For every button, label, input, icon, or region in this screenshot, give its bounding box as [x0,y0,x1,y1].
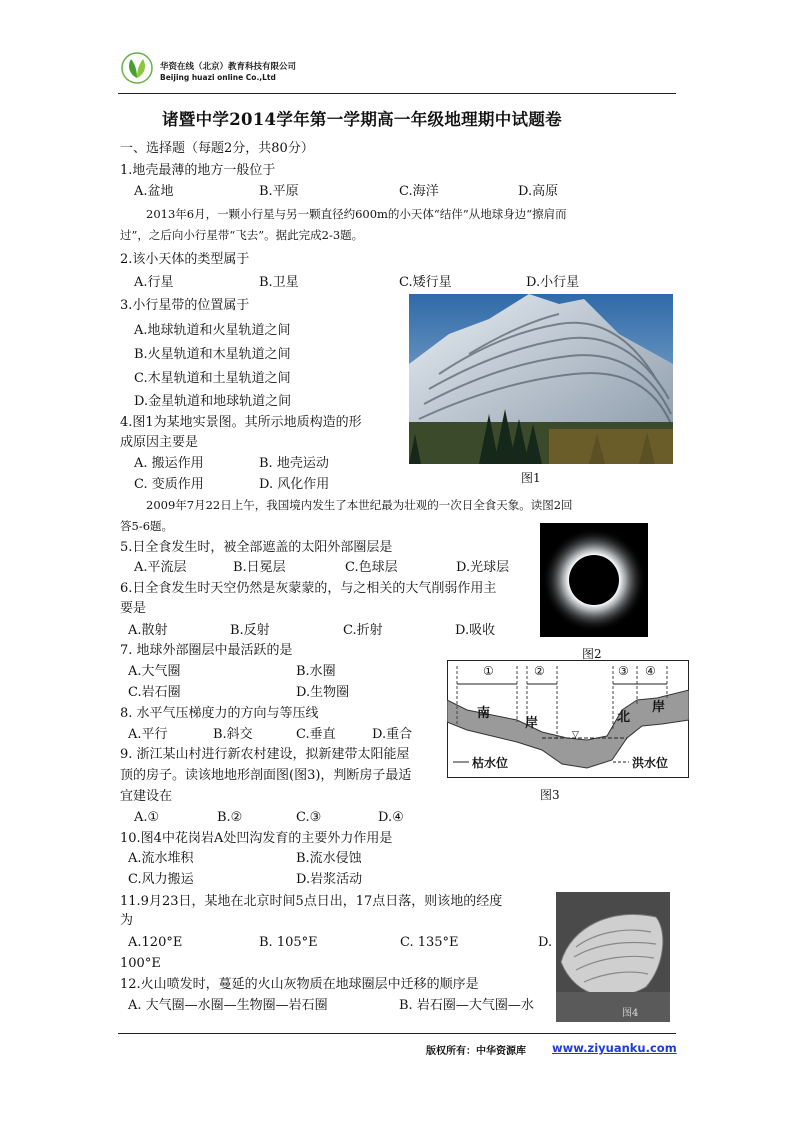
question-11-line1: 11.9月23日，某地在北京时间5点日出，17点日落，则该地的经度 [120,894,503,909]
header-rule [118,93,676,94]
question-2-option-c: C.矮行星 [399,275,452,290]
question-7-option-b: B.水圈 [296,664,336,679]
question-12-option-b: B. 岩石圈—大气圈—水 [399,998,534,1013]
question-4-line1: 4.图1为某地实景图。其所示地质构造的形 [120,415,362,430]
question-10-option-b: B.流水侵蚀 [296,851,362,866]
question-3-option-b: B.火星轨道和木星轨道之间 [134,347,291,362]
figure-4-caption: 图4 [622,1008,639,1019]
question-6-option-a: A.散射 [128,623,168,638]
question-5-option-c: C.色球层 [345,560,398,575]
company-name-en: Beijing huazi online Co.,Ltd [160,73,276,82]
question-11-option-c: C. 135°E [400,935,459,950]
intro-5-6-line1: 2009年7月22日上午，我国境内发生了本世纪最为壮观的一次日全食天象。读图2回 [146,498,573,512]
figure-1-mountain-photo [409,294,673,464]
question-11-option-a: A.120°E [128,935,183,950]
question-10-stem: 10.图4中花岗岩A处凹沟发育的主要外力作用是 [120,831,393,846]
question-4-option-b: B. 地壳运动 [259,456,329,471]
question-7-option-c: C.岩石圈 [128,685,181,700]
figure-3-terrain-profile [447,660,689,778]
footer-rule [118,1033,676,1034]
figure-3-north-label: 北 [617,710,631,725]
question-1-option-c: C.海洋 [399,184,439,199]
question-5-option-a: A.平流层 [134,560,187,575]
section-heading: 一、选择题（每题2分，共80分） [120,141,314,156]
question-6-option-d: D.吸收 [455,623,496,638]
question-3-option-a: A.地球轨道和火星轨道之间 [134,323,291,338]
question-7-option-d: D.生物圈 [296,685,350,700]
figure-3-water-level-symbol: ▽ [572,730,579,740]
question-8-option-b: B.斜交 [213,727,253,742]
figure-3-flood-water-label: 洪水位 [632,756,669,770]
question-6-line1: 6.日全食发生时天空仍然是灰蒙蒙的，与之相关的大气削弱作用主 [120,581,497,596]
footer-website-link[interactable]: www.ziyuanku.com [552,1041,677,1055]
question-12-stem: 12.火山喷发时，蔓延的火山灰物质在地球圈层中迁移的顺序是 [120,977,479,992]
question-12-option-a: A. 大气圈—水圈—生物圈—岩石圈 [128,998,328,1013]
question-10-option-a: A.流水堆积 [128,851,194,866]
question-6-option-b: B.反射 [230,623,270,638]
question-8-option-c: C.垂直 [296,727,336,742]
question-11-line2: 为 [120,913,134,928]
question-7-stem: 7. 地球外部圈层中最活跃的是 [120,643,293,658]
question-9-line1: 9. 浙江某山村进行新农村建设，拟新建带太阳能屋 [120,747,410,762]
intro-2-3-line1: 2013年6月，一颗小行星与另一颗直径约600m的小天体“结伴”从地球身边“擦肩而 [146,207,567,221]
company-logo-icon [121,52,153,84]
figure-3-caption: 图3 [540,788,560,802]
question-6-option-c: C.折射 [343,623,383,638]
question-9-line3: 宜建设在 [120,789,173,804]
question-6-line2: 要是 [120,601,147,616]
question-1-option-d: D.高原 [518,184,559,199]
figure-3-marker-4: ① [483,664,494,678]
question-2-option-d: D.小行星 [526,275,580,290]
question-2-stem: 2.该小天体的类型属于 [120,252,250,267]
figure-3-south-bank-label: 岸 [525,716,539,731]
figure-1-caption: 图1 [521,471,541,485]
question-7-option-a: A.大气圈 [128,664,181,679]
question-4-option-a: A. 搬运作用 [134,456,204,471]
figure-3-marker-2: ③ [618,664,629,678]
question-9-option-c: C.③ [296,810,322,825]
question-1-stem: 1.地壳最薄的地方一般位于 [120,163,276,178]
figure-2-caption: 图2 [582,647,602,661]
question-2-option-a: A.行星 [134,275,174,290]
intro-2-3-line2: 过”，之后向小行星带“飞去”。据此完成2-3题。 [120,228,364,242]
question-1-option-b: B.平原 [259,184,299,199]
figure-4-granite-photo [556,892,670,1022]
question-5-stem: 5.日全食发生时，被全部遮盖的太阳外部圈层是 [120,540,393,555]
question-10-option-c: C.风力搬运 [128,872,194,887]
question-9-option-b: B.② [217,810,243,825]
question-10-option-d: D.岩浆活动 [296,872,363,887]
footer-copyright: 版权所有：中华资源库 [426,1046,526,1057]
question-11-option-d-value: 100°E [120,956,161,971]
question-2-option-b: B.卫星 [259,275,299,290]
page-title: 诸暨中学2014学年第一学期高一年级地理期中试题卷 [162,110,562,129]
question-5-option-d: D.光球层 [456,560,510,575]
question-4-option-c: C. 变质作用 [134,477,204,492]
figure-2-eclipse-photo [540,523,648,637]
figure-3-south-label: 南 [477,706,491,721]
question-5-option-b: B.日冕层 [233,560,286,575]
question-4-option-d: D. 风化作用 [259,477,330,492]
figure-3-marker-3: ② [534,664,545,678]
question-11-option-d-prefix: D. [538,935,553,950]
question-9-line2: 顶的房子。读该地地形剖面图(图3)，判断房子最适 [120,768,412,783]
question-4-line2: 成原因主要是 [120,435,199,450]
question-9-option-a: A.① [134,810,160,825]
question-3-option-d: D.金星轨道和地球轨道之间 [134,394,292,409]
question-1-option-a: A.盆地 [134,184,174,199]
question-3-stem: 3.小行星带的位置属于 [120,298,250,313]
question-9-option-d: D.④ [378,810,404,825]
question-11-option-b: B. 105°E [259,935,318,950]
question-8-option-d: D.重合 [372,727,413,742]
question-8-stem: 8. 水平气压梯度力的方向与等压线 [120,706,319,721]
intro-5-6-line2: 答5-6题。 [120,519,174,533]
figure-3-north-bank-label: 岸 [652,700,666,715]
figure-3-low-water-label: 枯水位 [472,756,509,770]
figure-3-marker-1: ④ [645,664,656,678]
question-8-option-a: A.平行 [128,727,168,742]
company-name-cn: 华资在线（北京）教育科技有限公司 [160,62,297,72]
question-3-option-c: C.木星轨道和土星轨道之间 [134,371,291,386]
